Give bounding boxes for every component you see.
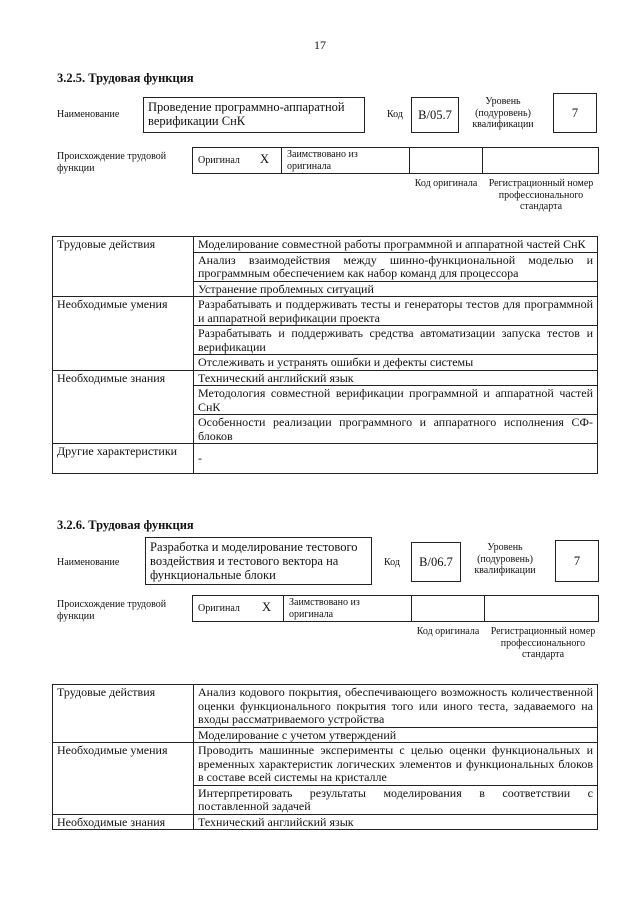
divider — [409, 147, 410, 174]
original-label: Оригинал — [198, 155, 240, 166]
function-name: Разработка и моделирование тестового воздействия и тестового вектора на функциональные блоки — [150, 540, 358, 582]
table-cell: Отслеживать и устранять ошибки и дефекты системы — [194, 355, 598, 371]
function-code: B/05.7 — [411, 97, 459, 133]
original-mark: X — [262, 600, 272, 614]
table-cell: Устранение проблемных ситуаций — [194, 281, 598, 297]
borrowed-label: Заимствовано из оригинала — [287, 149, 358, 172]
reg-number-label: Регистрационный номер профессионального стандарта — [488, 178, 594, 212]
row-header: Необходимые знания — [53, 814, 194, 830]
reg-number-label: Регистрационный номер профессионального стандарта — [490, 626, 596, 660]
level-value: 7 — [553, 93, 597, 133]
table-cell: Технический английский язык — [194, 370, 598, 386]
table-cell: Методология совместной верификации программной и аппаратной частей СнК — [194, 386, 598, 415]
row-header: Трудовые действия — [53, 685, 194, 743]
level-value: 7 — [555, 540, 599, 582]
table-cell: Технический английский язык — [194, 814, 598, 830]
function-name-box — [145, 537, 372, 585]
name-label: Наименование — [57, 109, 120, 120]
table-cell: Проводить машинные эксперименты с целью оценки функциональных и временных характеристик логических элементов и функциональных блоков в составе всей системы на кристалле — [194, 743, 598, 786]
table-cell: Разрабатывать и поддерживать средства автоматизации запуска тестов и верификации — [194, 326, 598, 355]
table-row — [53, 370, 598, 386]
table-cell: Моделирование с учетом утверждений — [194, 727, 598, 743]
table-cell: Особенности реализации программного и аппаратного исполнения СФ-блоков — [194, 415, 598, 444]
function-table — [52, 236, 598, 474]
orig-code-label: Код оригинала — [416, 626, 480, 637]
divider — [482, 147, 483, 174]
table-row — [53, 814, 598, 830]
row-header: Трудовые действия — [53, 237, 194, 297]
table-cell: Интерпретировать результаты моделирования в соответствии с поставленной задачей — [194, 785, 598, 814]
name-label: Наименование — [57, 557, 120, 568]
row-header: Необходимые умения — [53, 297, 194, 371]
section-title: 3.2.5. Трудовая функция — [57, 71, 194, 85]
divider — [484, 595, 485, 622]
row-header: Другие характеристики — [53, 444, 194, 474]
origin-label: Происхождение трудовой функции — [57, 151, 167, 174]
divider — [411, 595, 412, 622]
original-mark: X — [260, 152, 270, 166]
orig-code-label: Код оригинала — [414, 178, 478, 189]
table-row — [53, 297, 598, 326]
divider — [283, 595, 284, 622]
table-row — [53, 444, 598, 474]
level-label: Уровень (подуровень) квалификации — [472, 96, 534, 130]
table-cell: Анализ кодового покрытия, обеспечивающего возможность количественной оценки функционального покрытия того или иного теста, задаваемого на входы рассматриваемого устройства — [194, 685, 598, 728]
table-cell: - — [194, 444, 598, 474]
table-cell: Разрабатывать и поддерживать тесты и генераторы тестов для программной и аппаратной верификации проекта — [194, 297, 598, 326]
table-cell: Анализ взаимодействия между шинно-функциональной моделью и программным обеспечением как набор команд для процессора — [194, 252, 598, 281]
original-label: Оригинал — [198, 603, 240, 614]
level-label: Уровень (подуровень) квалификации — [474, 542, 536, 576]
row-header: Необходимые знания — [53, 370, 194, 444]
table-cell: Моделирование совместной работы программной и аппаратной частей СнК — [194, 237, 598, 253]
origin-label: Происхождение трудовой функции — [57, 599, 167, 622]
function-name-box — [143, 97, 365, 133]
code-label: Код — [387, 109, 403, 120]
function-table — [52, 684, 598, 830]
table-row — [53, 237, 598, 253]
page-number: 17 — [314, 38, 326, 52]
borrowed-label: Заимствовано из оригинала — [289, 597, 360, 620]
table-row — [53, 685, 598, 728]
divider — [281, 147, 282, 174]
table-row — [53, 743, 598, 786]
section-title: 3.2.6. Трудовая функция — [57, 518, 194, 532]
code-label: Код — [384, 557, 400, 568]
row-header: Необходимые умения — [53, 743, 194, 815]
function-name: Проведение программно-аппаратной верификации СнК — [148, 100, 345, 128]
function-code: B/06.7 — [411, 542, 461, 582]
